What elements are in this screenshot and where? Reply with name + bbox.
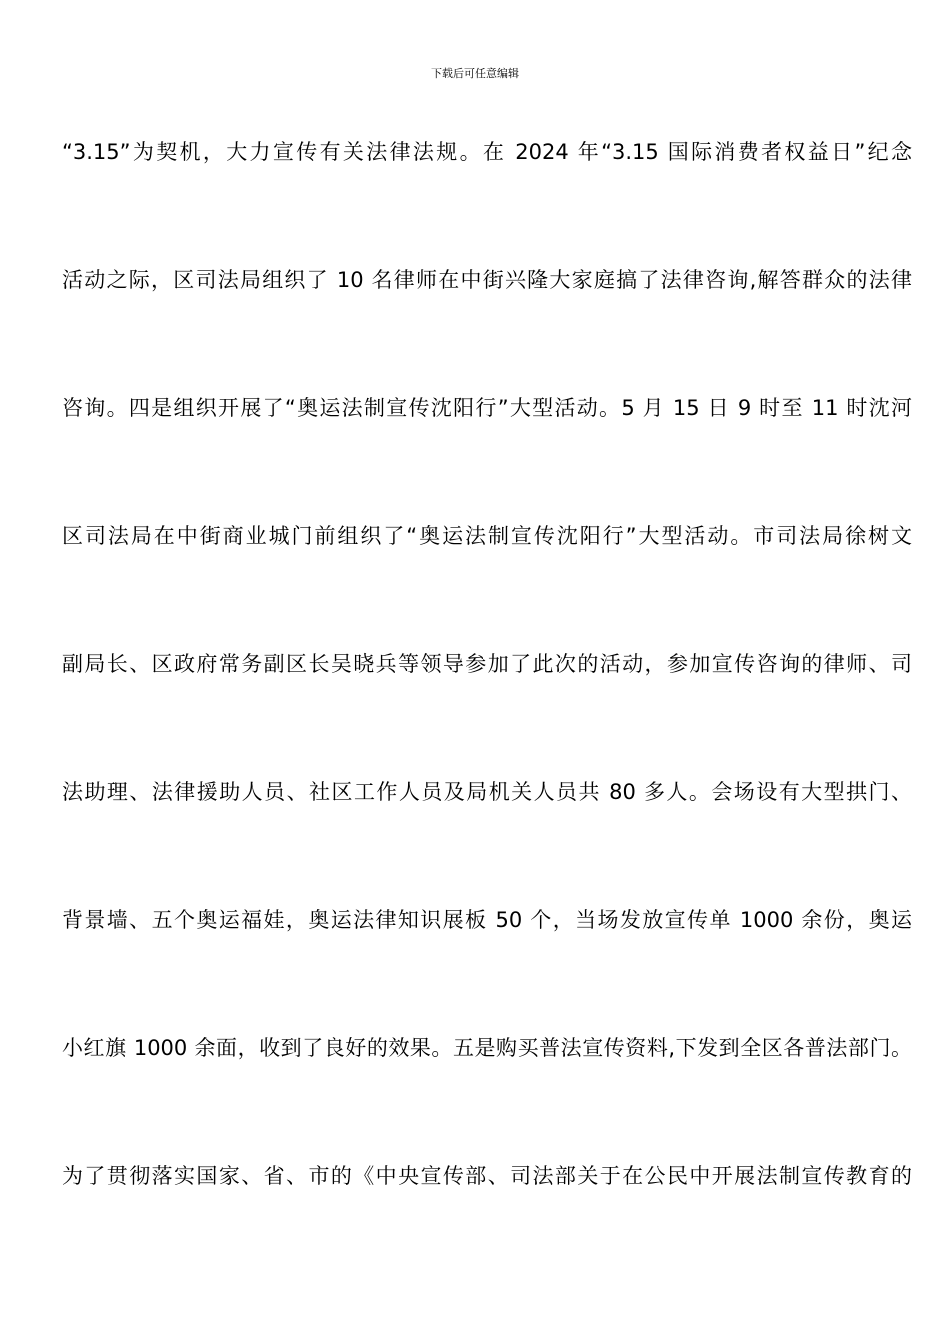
text-line-3: 咨询。四是组织开展了“奥运法制宣传沈阳行”大型活动。5 月 15 日 9 时至 11 时沈河 [62, 396, 912, 420]
text-line-8: 小红旗 1000 余面，收到了良好的效果。五是购买普法宣传资料,下发到全区各普法部门。 [62, 1036, 912, 1060]
text-line-9: 为了贯彻落实国家、省、市的《中央宣传部、司法部关于在公民中开展法制宣传教育的 [62, 1164, 912, 1188]
text-line-7: 背景墙、五个奥运福娃，奥运法律知识展板 50 个，当场发放宣传单 1000 余份，奥运 [62, 908, 912, 932]
text-line-2: 活动之际，区司法局组织了 10 名律师在中街兴隆大家庭搞了法律咨询,解答群众的法律 [62, 268, 912, 292]
header-note: 下载后可任意编辑 [431, 67, 519, 80]
document-body [62, 120, 912, 1272]
text-line-6: 法助理、法律援助人员、社区工作人员及局机关人员共 80 多人。会场设有大型拱门、 [62, 780, 912, 804]
text-line-4: 区司法局在中街商业城门前组织了“奥运法制宣传沈阳行”大型活动。市司法局徐树文 [62, 524, 912, 548]
text-line-1: “3.15”为契机，大力宣传有关法律法规。在 2024 年“3.15 国际消费者权益日”纪念 [62, 140, 912, 164]
text-line-5: 副局长、区政府常务副区长吴晓兵等领导参加了此次的活动，参加宣传咨询的律师、司 [62, 652, 912, 676]
